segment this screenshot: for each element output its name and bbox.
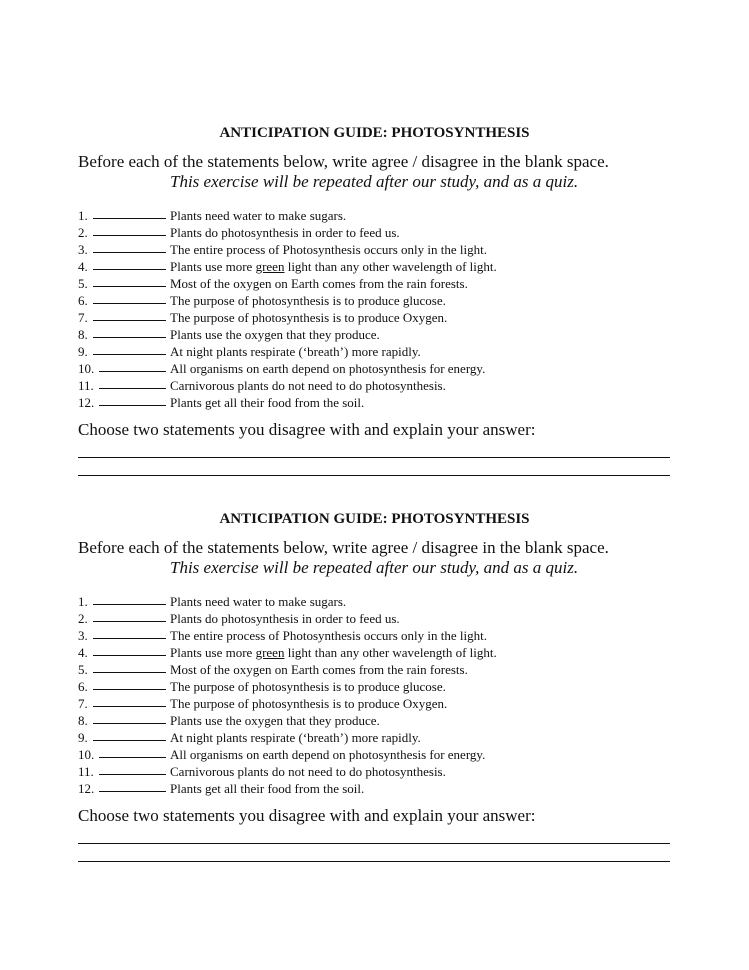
statement-text: All organisms on earth depend on photosynthesis for energy. <box>170 747 486 762</box>
statement-item <box>78 627 678 644</box>
statement-text: Plants do photosynthesis in order to feed us. <box>170 225 400 240</box>
statement-item <box>78 695 678 712</box>
statement-item <box>78 610 678 627</box>
statement-item <box>78 593 678 610</box>
answer-blank[interactable] <box>93 729 166 741</box>
statement-item <box>78 224 678 241</box>
instructions-sub: This exercise will be repeated after our study, and as a quiz. <box>170 558 579 577</box>
statement-item <box>78 292 678 309</box>
answer-blank[interactable] <box>93 593 166 605</box>
statement-number: 8. <box>78 327 88 342</box>
statement-text: Most of the oxygen on Earth comes from the rain forests. <box>170 276 468 291</box>
answer-blank[interactable] <box>99 394 166 406</box>
answer-blank[interactable] <box>93 661 166 673</box>
statement-number: 12. <box>78 781 95 796</box>
statement-item <box>78 241 678 258</box>
statement-item <box>78 763 678 780</box>
statement-item <box>78 678 678 695</box>
answer-blank[interactable] <box>93 224 166 236</box>
answer-line[interactable] <box>78 457 670 458</box>
statement-text-after: light than any other wavelength of light. <box>284 259 497 274</box>
instructions-main: Before each of the statements below, write agree / disagree in the blank space. <box>78 538 609 557</box>
statement-text: All organisms on earth depend on photosynthesis for energy. <box>170 361 486 376</box>
anticipation-guide-1 <box>0 123 749 439</box>
statement-text: The entire process of Photosynthesis occurs only in the light. <box>170 242 488 257</box>
statement-number: 11. <box>78 764 94 779</box>
statement-item <box>78 326 678 343</box>
statement-number: 5. <box>78 662 88 677</box>
answer-blank[interactable] <box>93 241 166 253</box>
statement-text: The purpose of photosynthesis is to produce Oxygen. <box>170 696 448 711</box>
underlined-word: green <box>255 645 285 660</box>
answer-blank[interactable] <box>99 377 166 389</box>
statement-number: 11. <box>78 378 94 393</box>
statement-text <box>170 258 497 275</box>
statement-text: Plants use the oxygen that they produce. <box>170 713 380 728</box>
statement-number: 7. <box>78 310 88 325</box>
statement-item <box>78 746 678 763</box>
anticipation-guide-2 <box>0 509 749 825</box>
statement-item <box>78 207 678 224</box>
statement-item <box>78 258 678 275</box>
statement-text: Carnivorous plants do not need to do photosynthesis. <box>170 764 446 779</box>
statement-item <box>78 343 678 360</box>
answer-blank[interactable] <box>99 746 166 758</box>
instructions-main: Before each of the statements below, write agree / disagree in the blank space. <box>78 152 609 171</box>
statement-item <box>78 360 678 377</box>
answer-blank[interactable] <box>93 610 166 622</box>
answer-blank[interactable] <box>93 258 166 270</box>
statement-item <box>78 275 678 292</box>
answer-blank[interactable] <box>93 695 166 707</box>
statement-text: Plants get all their food from the soil. <box>170 781 365 796</box>
statement-text: Plants do photosynthesis in order to feed us. <box>170 611 400 626</box>
statement-text: The purpose of photosynthesis is to produce Oxygen. <box>170 310 448 325</box>
statement-item <box>78 661 678 678</box>
instructions <box>78 152 678 192</box>
answer-line[interactable] <box>78 475 670 476</box>
statement-text: The entire process of Photosynthesis occurs only in the light. <box>170 628 488 643</box>
statement-number: 2. <box>78 611 88 626</box>
statement-text: Plants get all their food from the soil. <box>170 395 365 410</box>
answer-line[interactable] <box>78 861 670 862</box>
statement-text: At night plants respirate (‘breath’) more rapidly. <box>170 730 421 745</box>
statement-text: Carnivorous plants do not need to do photosynthesis. <box>170 378 446 393</box>
statement-number: 9. <box>78 344 88 359</box>
statement-number: 10. <box>78 361 95 376</box>
statement-number: 1. <box>78 594 88 609</box>
statement-text: At night plants respirate (‘breath’) more rapidly. <box>170 344 421 359</box>
answer-blank[interactable] <box>93 678 166 690</box>
answer-blank[interactable] <box>93 292 166 304</box>
statement-number: 6. <box>78 679 88 694</box>
statement-item <box>78 377 678 394</box>
guide-title: ANTICIPATION GUIDE: PHOTOSYNTHESIS <box>219 511 530 527</box>
statement-item <box>78 780 678 797</box>
answer-blank[interactable] <box>93 627 166 639</box>
statement-number: 5. <box>78 276 88 291</box>
statement-item <box>78 309 678 326</box>
statement-text: Plants use the oxygen that they produce. <box>170 327 380 342</box>
answer-blank[interactable] <box>93 343 166 355</box>
statement-text: Plants need water to make sugars. <box>170 594 347 609</box>
statement-text: The purpose of photosynthesis is to produce glucose. <box>170 293 446 308</box>
statement-text: Most of the oxygen on Earth comes from the rain forests. <box>170 662 468 677</box>
answer-blank[interactable] <box>93 712 166 724</box>
answer-line[interactable] <box>78 843 670 844</box>
answer-blank[interactable] <box>93 644 166 656</box>
explain-prompt: Choose two statements you disagree with and explain your answer: <box>78 420 536 439</box>
statement-text-before: Plants use more <box>170 259 256 274</box>
statement-item <box>78 712 678 729</box>
answer-blank[interactable] <box>99 763 166 775</box>
statement-number: 1. <box>78 208 88 223</box>
statement-number: 7. <box>78 696 88 711</box>
statement-number: 12. <box>78 395 95 410</box>
statement-number: 4. <box>78 645 88 660</box>
statement-text-before: Plants use more <box>170 645 256 660</box>
statement-text <box>170 644 497 661</box>
answer-blank[interactable] <box>93 275 166 287</box>
statement-text-after: light than any other wavelength of light. <box>284 645 497 660</box>
statement-number: 3. <box>78 242 88 257</box>
statement-number: 4. <box>78 259 88 274</box>
guide-title: ANTICIPATION GUIDE: PHOTOSYNTHESIS <box>219 125 530 141</box>
answer-blank[interactable] <box>93 207 166 219</box>
statement-list <box>78 207 678 411</box>
answer-blank[interactable] <box>99 360 166 372</box>
statement-item <box>78 729 678 746</box>
statement-item <box>78 394 678 411</box>
statement-number: 3. <box>78 628 88 643</box>
statement-number: 10. <box>78 747 95 762</box>
instructions <box>78 538 678 578</box>
statement-number: 8. <box>78 713 88 728</box>
statement-number: 9. <box>78 730 88 745</box>
statement-number: 6. <box>78 293 88 308</box>
answer-blank[interactable] <box>93 309 166 321</box>
statement-text: Plants need water to make sugars. <box>170 208 347 223</box>
answer-blank[interactable] <box>93 326 166 338</box>
explain-prompt: Choose two statements you disagree with and explain your answer: <box>78 806 536 825</box>
instructions-sub: This exercise will be repeated after our study, and as a quiz. <box>170 172 579 191</box>
underlined-word: green <box>255 259 285 274</box>
statement-number: 2. <box>78 225 88 240</box>
statement-text: The purpose of photosynthesis is to produce glucose. <box>170 679 446 694</box>
answer-blank[interactable] <box>99 780 166 792</box>
statement-item <box>78 644 678 661</box>
statement-list <box>78 593 678 797</box>
